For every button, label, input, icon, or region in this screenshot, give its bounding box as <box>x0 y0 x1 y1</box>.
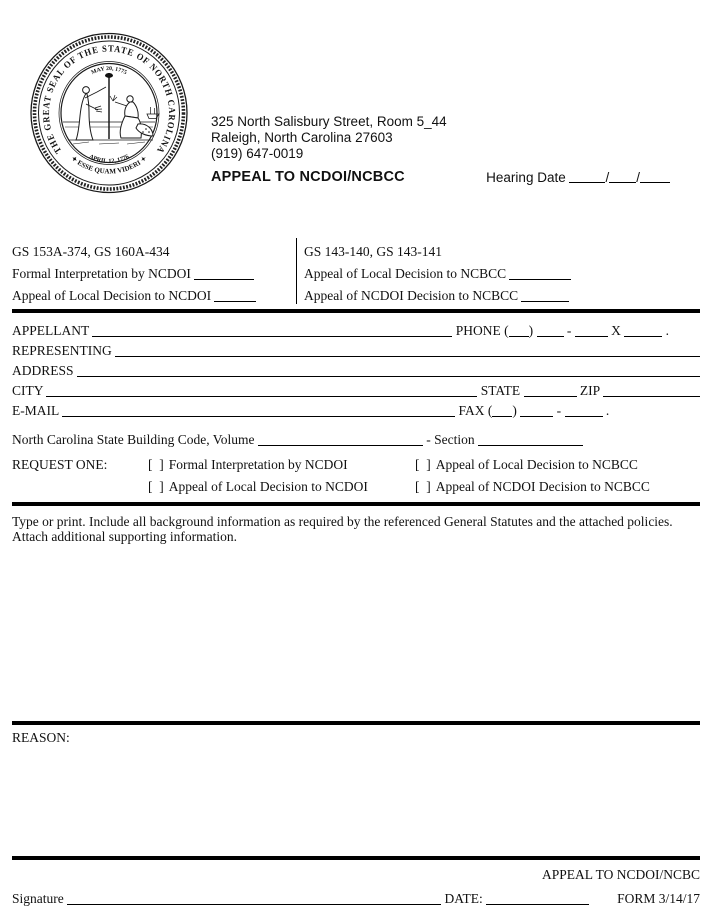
statutes-right-column <box>296 238 700 304</box>
statute-left-heading: GS 153A-374, GS 160A-434 <box>12 244 170 259</box>
checkbox-icon: [ ] <box>148 479 164 494</box>
divider-bar-3 <box>12 721 700 725</box>
option-label: Appeal of NCDOI Decision to NCBCC <box>435 479 650 494</box>
checkbox-icon: [ ] <box>415 457 431 472</box>
header-text-block <box>211 22 700 196</box>
appellant-phone-line: APPELLANT PHONE ( ) - X . <box>12 323 670 338</box>
appellant-section <box>12 319 700 419</box>
option-formal-interpretation-ncdoi <box>148 454 415 476</box>
option-label: Appeal of Local Decision to NCDOI <box>168 479 368 494</box>
appeal-local-ncdoi-field: Appeal of Local Decision to NCDOI <box>12 282 296 304</box>
instructions-text: Type or print. Include all background information as required by the referenced General Statutes and the attached policies. Attach additional supporting information. <box>12 514 673 544</box>
statutes-left-column <box>12 238 296 304</box>
statute-right-heading: GS 143-140, GS 143-141 <box>304 244 443 259</box>
footer-document-title: APPEAL TO NCDOI/NCBC <box>541 867 700 882</box>
address-line-1: 325 North Salisbury Street, Room 5_44 <box>211 114 447 129</box>
address-line: ADDRESS <box>12 359 700 379</box>
option-label: Formal Interpretation by NCDOI <box>168 457 348 472</box>
option-appeal-local-ncbcc <box>415 454 700 476</box>
statutes-section <box>12 238 700 304</box>
option-label: Appeal of Local Decision to NCBCC <box>435 457 638 472</box>
appeal-local-ncbcc-field: Appeal of Local Decision to NCBCC <box>304 260 700 282</box>
request-grid-spacer <box>12 476 148 498</box>
signature-date-form-line: Signature DATE: FORM 3/14/17 <box>12 891 700 906</box>
representing-line: REPRESENTING <box>12 339 700 359</box>
signature-section <box>12 888 700 907</box>
seal-date-bottom: APRIL 12, 1776 <box>87 153 131 165</box>
reason-label: REASON: <box>12 730 70 745</box>
divider-bar-1 <box>12 309 700 313</box>
option-appeal-local-ncdoi <box>148 476 415 498</box>
seal-motto: ✦ ESSE QUAM VIDERI ✦ <box>69 154 149 176</box>
address-block <box>211 114 700 162</box>
form-header <box>12 22 700 196</box>
appeal-ncdoi-ncbcc-field: Appeal of NCDOI Decision to NCBCC <box>304 282 700 304</box>
phone-line: (919) 647-0019 <box>211 146 304 161</box>
title-row <box>211 169 700 185</box>
checkbox-icon: [ ] <box>415 479 431 494</box>
volume-section-line: North Carolina State Building Code, Volume - Section <box>12 428 700 448</box>
document-title: APPEAL TO NCDOI/NCBCC <box>211 169 405 185</box>
request-one-section <box>12 454 700 498</box>
formal-interpretation-ncdoi-field: Formal Interpretation by NCDOI <box>12 260 296 282</box>
option-appeal-ncdoi-ncbcc <box>415 476 700 498</box>
request-one-label: REQUEST ONE: <box>12 457 108 472</box>
divider-bar-2 <box>12 502 700 506</box>
divider-bar-4 <box>12 856 700 860</box>
hearing-date-field: Hearing Date / / <box>486 170 670 185</box>
email-fax-line: E-MAIL FAX ( ) - . <box>12 403 610 418</box>
seal-ring-text: THE GREAT SEAL OF THE STATE OF NORTH CAROLINA <box>41 44 177 156</box>
building-code-section <box>12 428 700 448</box>
checkbox-icon: [ ] <box>148 457 164 472</box>
seal-date-top: MAY 20, 1775 <box>90 66 128 77</box>
city-state-zip-line: CITY STATE ZIP <box>12 379 700 399</box>
address-line-2: Raleigh, North Carolina 27603 <box>211 130 393 145</box>
nc-state-seal <box>29 32 189 194</box>
